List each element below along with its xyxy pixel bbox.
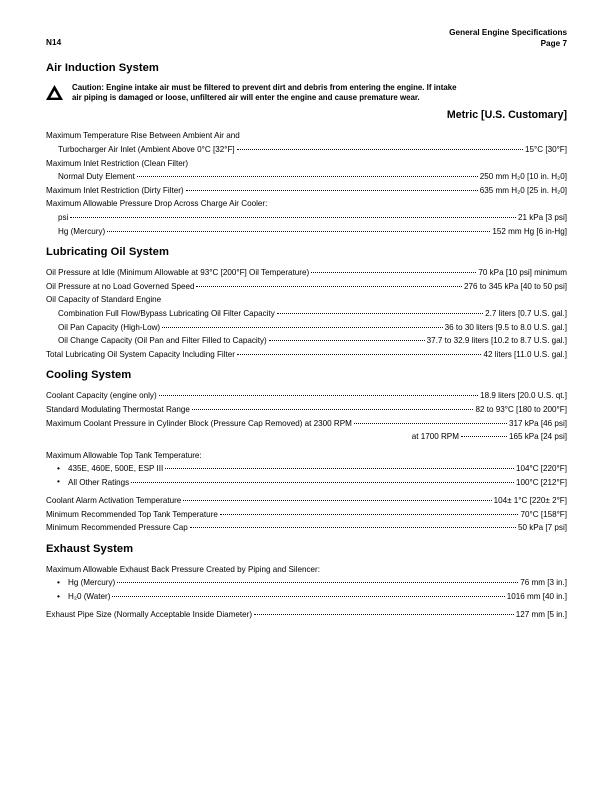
spec-label: Maximum Temperature Rise Between Ambient Air and <box>46 131 240 141</box>
spec-value: 152 mm Hg [6 in-Hg] <box>492 226 567 236</box>
spec-row <box>46 226 567 237</box>
spec-value: 70°C [158°F] <box>520 509 567 519</box>
spec-label: Maximum Allowable Pressure Drop Across Charge Air Cooler: <box>46 199 268 209</box>
spec-value: 104± 1°C [220± 2°F] <box>493 496 567 506</box>
dot-leader <box>354 418 507 426</box>
spec-value: 127 mm [5 in.] <box>515 610 567 620</box>
dot-leader <box>165 463 514 471</box>
dot-leader <box>107 226 490 234</box>
spec-value: 18.9 liters [20.0 U.S. qt.] <box>480 391 567 401</box>
spec-row <box>46 322 567 333</box>
spec-row <box>46 198 567 209</box>
spec-row <box>46 185 567 196</box>
spec-label: at 1700 RPM <box>411 432 459 442</box>
document-title: General Engine Specifications <box>449 28 567 37</box>
spec-label: Maximum Allowable Exhaust Back Pressure Created by Piping and Silencer: <box>46 564 320 574</box>
spec-label: • Hg (Mercury) <box>46 577 115 588</box>
spec-row <box>46 335 567 346</box>
spec-value: 317 kPa [46 psi] <box>508 418 567 428</box>
section-spacer <box>46 239 567 246</box>
spec-row <box>46 418 567 429</box>
spec-label: Maximum Coolant Pressure in Cylinder Block (Pressure Cap Removed) at 2300 RPM <box>46 418 352 428</box>
spec-label: Oil Change Capacity (Oil Pan and Filter Filled to Capacity) <box>58 336 267 346</box>
spec-value: 104°C [220°F] <box>515 464 567 474</box>
dot-leader <box>220 509 519 517</box>
section-heading: Cooling System <box>46 369 132 382</box>
spec-value: 36 to 30 liters [9.5 to 8.0 U.S. gal.] <box>444 322 567 332</box>
spec-row <box>46 308 567 319</box>
spec-row <box>46 495 567 506</box>
spec-row <box>46 281 567 292</box>
spec-label: Oil Capacity of Standard Engine <box>46 295 162 305</box>
section-heading: Lubricating Oil System <box>46 246 169 259</box>
dot-leader <box>159 390 478 398</box>
caution-text <box>72 83 567 103</box>
spec-label: • 435E, 460E, 500E, ESP III <box>46 463 163 474</box>
spec-row <box>46 450 567 461</box>
dot-leader <box>183 495 491 503</box>
dot-leader <box>70 212 516 220</box>
spec-label: Coolant Capacity (engine only) <box>46 391 157 401</box>
spec-value: 42 liters [11.0 U.S. gal.] <box>483 349 567 359</box>
engine-model-label: N14 <box>46 38 62 47</box>
spec-label: Exhaust Pipe Size (Normally Acceptable Inside Diameter) <box>46 610 253 620</box>
section-heading: Air Induction System <box>46 62 159 74</box>
spec-row <box>46 390 567 401</box>
section-heading: Exhaust System <box>46 542 134 555</box>
dot-leader <box>196 281 461 289</box>
section-spacer <box>46 362 567 369</box>
spec-row <box>46 591 567 602</box>
spec-row <box>46 509 567 520</box>
spec-row <box>46 404 567 415</box>
spec-row <box>46 477 567 488</box>
specifications-body <box>46 62 567 630</box>
spec-row <box>46 349 567 360</box>
dot-leader <box>311 267 476 275</box>
spec-value: 100°C [212°F] <box>515 477 567 487</box>
spec-label: • H₂0 (Water) <box>46 591 110 602</box>
spec-value: 76 mm [3 in.] <box>520 578 567 588</box>
spec-value: 21 kPa [3 psi] <box>517 212 567 222</box>
dot-leader <box>269 335 425 343</box>
dot-leader <box>112 591 504 599</box>
spec-row <box>46 130 567 141</box>
spec-label: Combination Full Flow/Bypass Lubricating Oil Filter Capacity <box>58 308 275 318</box>
dot-leader <box>186 185 478 193</box>
spec-row <box>46 294 567 305</box>
spec-value: 635 mm H₂0 [25 in. H₂0] <box>479 185 567 195</box>
spec-row <box>46 171 567 182</box>
spec-value: 70 kPa [10 psi] minimum <box>478 268 567 278</box>
spec-label: Minimum Recommended Pressure Cap <box>46 523 188 533</box>
dot-leader <box>237 349 482 357</box>
caution-line-2: air piping is damaged or loose, unfiltered air will enter the engine and cause premature wear. <box>72 93 420 103</box>
spec-row <box>46 267 567 278</box>
spec-row <box>46 564 567 575</box>
document-title-block <box>449 28 567 49</box>
section-spacer <box>46 623 567 630</box>
dot-leader <box>277 308 483 316</box>
page-content <box>46 28 567 630</box>
spec-label: psi <box>58 212 69 222</box>
spec-label: Coolant Alarm Activation Temperature <box>46 496 182 506</box>
spec-row <box>46 144 567 155</box>
spec-row <box>46 158 567 169</box>
spec-label: Hg (Mercury) <box>58 226 106 236</box>
dot-leader <box>461 431 507 439</box>
caution-line-1: Caution: Engine intake air must be filtered to prevent dirt and debris from entering the engine. If intake <box>72 83 457 92</box>
spec-label: Turbocharger Air Inlet (Ambient Above 0°C [32°F] <box>58 145 235 154</box>
warning-triangle-icon <box>46 83 72 100</box>
spec-label: Minimum Recommended Top Tank Temperature <box>46 509 218 519</box>
dot-leader <box>237 144 523 152</box>
spec-row <box>46 431 567 442</box>
spec-value: 2.7 liters [0.7 U.S. gal.] <box>485 308 567 318</box>
spec-value: 82 to 93°C [180 to 200°F] <box>475 404 567 414</box>
spec-value: 15°C [30°F] <box>524 145 567 154</box>
dot-leader <box>254 609 514 617</box>
spec-row <box>46 577 567 588</box>
spec-label: Standard Modulating Thermostat Range <box>46 404 190 414</box>
dot-leader <box>190 522 516 530</box>
spec-row <box>46 212 567 223</box>
dot-leader <box>192 404 474 412</box>
dot-leader <box>131 477 514 485</box>
spec-value: 50 kPa [7 psi] <box>517 523 567 533</box>
spec-label: Maximum Inlet Restriction (Clean Filter) <box>46 158 189 168</box>
dot-leader <box>162 322 443 330</box>
spec-label: • All Other Ratings <box>46 477 129 488</box>
spec-label: Oil Pan Capacity (High-Low) <box>58 322 161 332</box>
caution-block <box>46 83 567 103</box>
spec-value: 1016 mm [40 in.] <box>506 592 567 602</box>
spec-row <box>46 463 567 474</box>
spec-row <box>46 522 567 533</box>
dot-leader <box>137 171 478 179</box>
spec-row <box>46 609 567 620</box>
spec-value: 250 mm H₂0 [10 in. H₂0] <box>479 172 567 182</box>
page-number: Page 7 <box>540 38 567 48</box>
spec-label: Oil Pressure at no Load Governed Speed <box>46 281 195 291</box>
spec-label: Maximum Inlet Restriction (Dirty Filter) <box>46 185 184 195</box>
spec-label: Oil Pressure at Idle (Minimum Allowable at 93°C [200°F] Oil Temperature) <box>46 268 310 278</box>
section-spacer <box>46 536 567 543</box>
dot-leader <box>117 577 518 585</box>
units-banner: Metric [U.S. Customary] <box>446 109 567 122</box>
running-head <box>46 28 567 49</box>
spec-label: Total Lubricating Oil System Capacity Including Filter <box>46 349 235 359</box>
spec-label: Maximum Allowable Top Tank Temperature: <box>46 450 202 460</box>
spec-value: 165 kPa [24 psi] <box>508 432 567 442</box>
spec-value: 276 to 345 kPa [40 to 50 psi] <box>463 281 567 291</box>
spec-label: Normal Duty Element <box>58 172 135 182</box>
spec-value: 37.7 to 32.9 liters [10.2 to 8.7 U.S. gal.] <box>426 336 567 346</box>
